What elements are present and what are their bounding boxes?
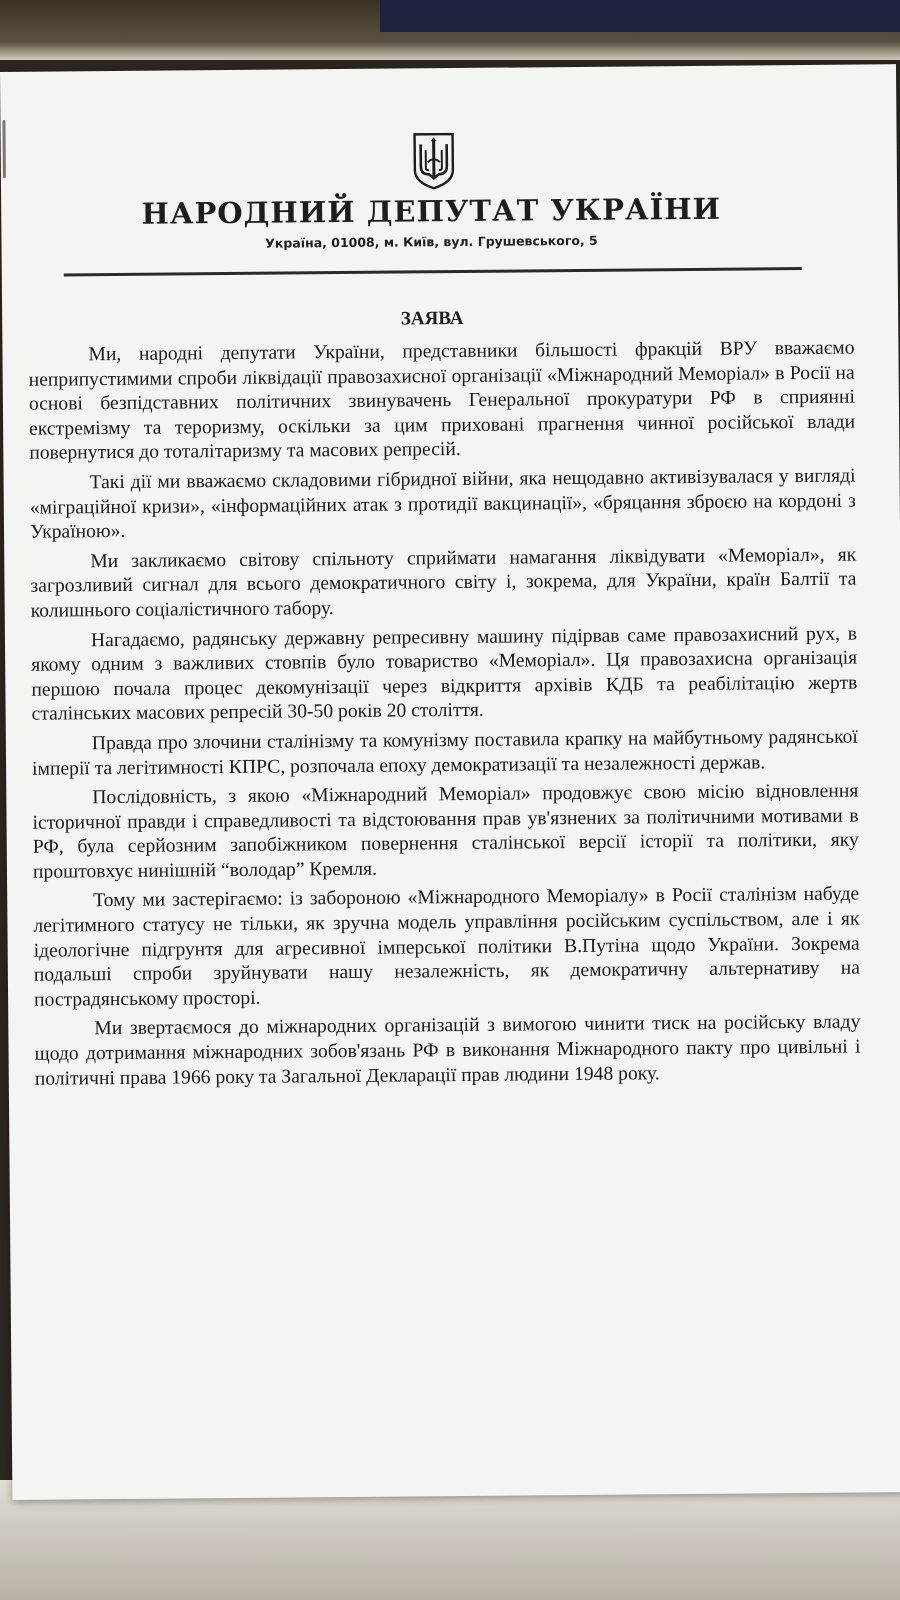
page-header-title: НАРОДНИЙ ДЕПУТАТ УКРАЇНИ xyxy=(141,191,722,231)
paragraph: Ми звертаємося до міжнародних організацій з вимогою чинити тиск на російську владу щодо дотримання міжнародних зобов'язань РФ в виконання Міжнародного пакту про цивільні і політичні права 1966 року та Загальної Декларації прав людини 1948 року. xyxy=(34,1011,861,1090)
paragraph: Правда про злочини сталінізму та комунізму поставила крапку на майбутньому радянської імперії та легітимності КПРС, розпочала епоху демократизації та незалежності держав. xyxy=(31,726,858,780)
background-fabric xyxy=(380,0,900,32)
paragraph: Нагадаємо, радянську державну репресивну машину підірвав саме правозахисний рух, в якому одним з важливих стовпів було товариство «Меморіал». Ця правозахисна організація першою почала процес декомунізації через відкриття архівів КДБ та реабілітацію жертв сталінських масових репресій 30-50 років 20 століття. xyxy=(31,623,858,726)
paragraph: Тому ми застерігаємо: із забороною «Міжнародного Меморіалу» в Росії сталінізм набуде легітимного статусу не тільки, як зручна модель управління російським суспільством, але і як ідеологічне підгрунтя для агресивної імперської політики В.Путіна щодо України. Зокрема подальші спроби зруйнувати нашу незалежність, як демократичну альтернативу на пострадянському просторі. xyxy=(33,884,860,1011)
binder-punch-mark xyxy=(2,120,6,178)
header-divider xyxy=(64,267,802,276)
document-sheet xyxy=(0,64,900,1500)
paragraph: Такі дії ми вважаємо складовими гібридної війни, яка нещодавно активізувалася у вигляді «міграційної кризи», «інформаційних атак з протидії вакцинації», «бряцання зброєю на кордоні з Україною». xyxy=(29,465,856,543)
paragraph: Послідовність, з якою «Міжнародний Меморіал» продовжує свою місію відновлення історичної правди і справедливості та відстоювання прав ув'язнених за політичними мотивами в РФ, була серйозним запобіжником повернення сталінської версії історії та політики, яку проштовхує нинішній “володар” Кремля. xyxy=(32,780,859,883)
document-title: ЗАЯВА xyxy=(400,307,464,330)
paragraph: Ми, народні депутати України, представники більшості фракцій ВРУ вважаємо неприпустимими спроби ліквідації правозахисної організації «Міжнародний Меморіал» в Росії на основі безпідставних політичних звинувачень Генеральної прокуратури РФ в сприянні екстремізму та тероризму, оскільки за цим приховані прагнення чинної російської влади повернутися до тоталітаризму та масових репресій. xyxy=(28,337,856,465)
paragraph: Ми закликаємо світову спільноту сприймати намагання ліквідувати «Меморіал», як загрозливий сигнал для всього демократичного світу і, зокрема, для України, країн Балтії та колишнього соціалістичного табору. xyxy=(30,544,857,622)
tryzub-coat-of-arms-icon xyxy=(413,132,456,190)
document-body xyxy=(28,337,861,1097)
header-address: Україна, 01008, м. Київ, вул. Грушевського, 5 xyxy=(265,232,598,251)
background-top xyxy=(0,0,900,60)
